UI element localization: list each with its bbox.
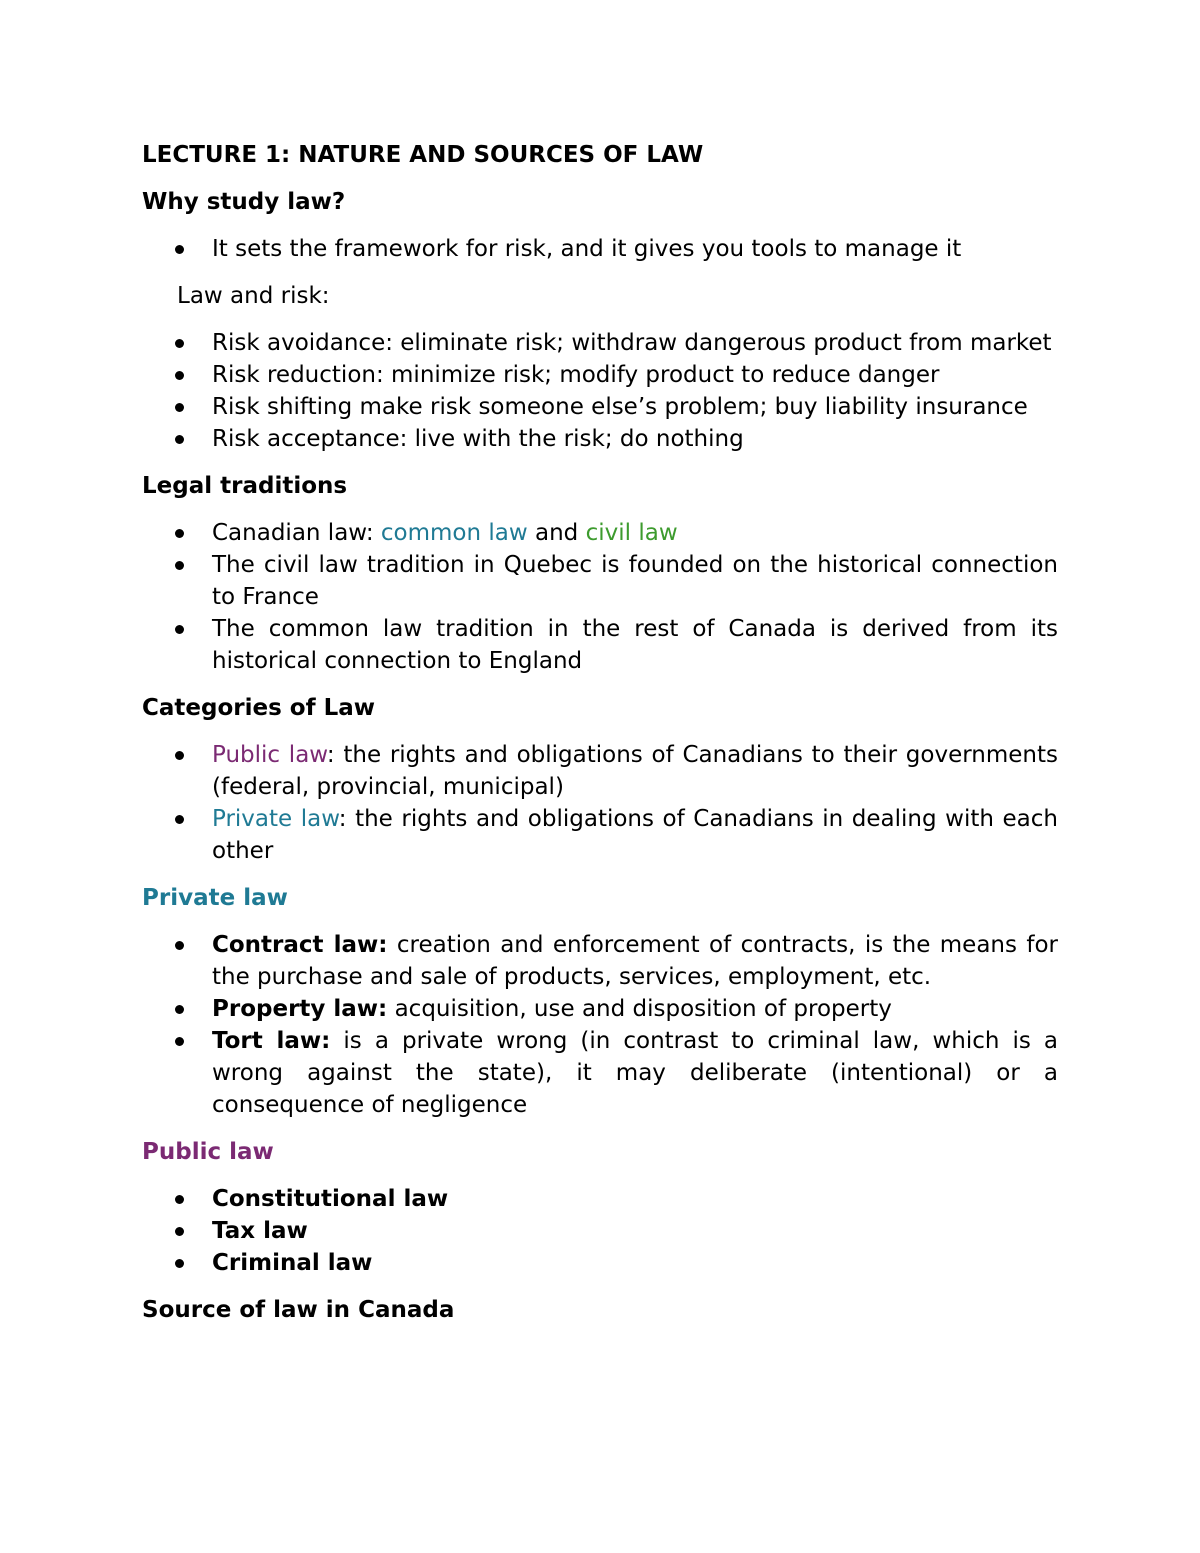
bullet-icon: [175, 529, 184, 538]
bullet-icon: [175, 371, 184, 380]
list-item: Criminal law: [142, 1247, 1058, 1279]
public-law-term: Public law: [212, 742, 327, 768]
bullet-icon: [175, 561, 184, 570]
list-item: Constitutional law: [142, 1183, 1058, 1215]
bullet-icon: [175, 1037, 184, 1046]
bullet-icon: [175, 625, 184, 634]
bullet-icon: [175, 245, 184, 254]
heading-public-law: Public law: [142, 1139, 274, 1165]
contract-law-term: Contract law:: [212, 932, 388, 958]
list-item: The common law tradition in the rest of Canada is derived from its historical connection to England: [142, 613, 1058, 677]
list-item: Public law: the rights and obligations of Canadians to their governments (federal, provincial, municipal): [142, 739, 1058, 803]
private-law-term: Private law: [212, 806, 339, 832]
list-item: Private law: the rights and obligations of Canadians in dealing with each other: [142, 803, 1058, 867]
list-item: Property law: acquisition, use and disposition of property: [142, 993, 1058, 1025]
bullet-icon: [175, 815, 184, 824]
heading-categories-of-law: Categories of Law: [142, 695, 376, 721]
bullet-icon: [175, 1259, 184, 1268]
list-item: Risk reduction: minimize risk; modify product to reduce danger: [142, 359, 1058, 391]
common-law-term: common law: [380, 520, 528, 546]
and-connector: and: [527, 520, 586, 546]
list-item: Risk avoidance: eliminate risk; withdraw dangerous product from market: [142, 327, 1058, 359]
legal-traditions-list: [142, 517, 1058, 677]
list-item: Tax law: [142, 1215, 1058, 1247]
law-and-risk-label: Law and risk:: [177, 283, 330, 309]
public-law-list: [142, 1183, 1058, 1279]
list-item: Contract law: creation and enforcement of contracts, is the means for the purchase and sale of products, services, employment, etc.: [142, 929, 1058, 993]
bullet-icon: [175, 1227, 184, 1236]
civil-law-term: civil law: [585, 520, 678, 546]
document-page: [142, 139, 1058, 1341]
bullet-icon: [175, 339, 184, 348]
canadian-law-prefix: Canadian law:: [212, 520, 381, 546]
list-item: Risk shifting make risk someone else’s problem; buy liability insurance: [142, 391, 1058, 423]
heading-why-study-law: Why study law?: [142, 189, 346, 215]
heading-source-of-law: Source of law in Canada: [142, 1297, 455, 1323]
document-title: LECTURE 1: NATURE AND SOURCES OF LAW: [142, 142, 704, 168]
property-law-term: Property law:: [212, 996, 388, 1022]
list-item: [142, 517, 1058, 549]
heading-private-law: Private law: [142, 885, 288, 911]
private-law-list: [142, 929, 1058, 1121]
bullet-icon: [175, 435, 184, 444]
heading-legal-traditions: Legal traditions: [142, 473, 348, 499]
list-item: Risk acceptance: live with the risk; do nothing: [142, 423, 1058, 455]
law-and-risk-list: [142, 327, 1058, 455]
bullet-icon: [175, 751, 184, 760]
bullet-icon: [175, 1005, 184, 1014]
categories-list: [142, 739, 1058, 867]
list-item: The civil law tradition in Quebec is founded on the historical connection to France: [142, 549, 1058, 613]
why-study-list: [142, 233, 1058, 265]
bullet-icon: [175, 1195, 184, 1204]
list-item: Tort law: is a private wrong (in contrast to criminal law, which is a wrong against the state), it may deliberate (intentional) or a consequence of negligence: [142, 1025, 1058, 1121]
bullet-icon: [175, 941, 184, 950]
bullet-icon: [175, 403, 184, 412]
tort-law-term: Tort law:: [212, 1028, 331, 1054]
list-item: It sets the framework for risk, and it gives you tools to manage it: [142, 233, 1058, 265]
